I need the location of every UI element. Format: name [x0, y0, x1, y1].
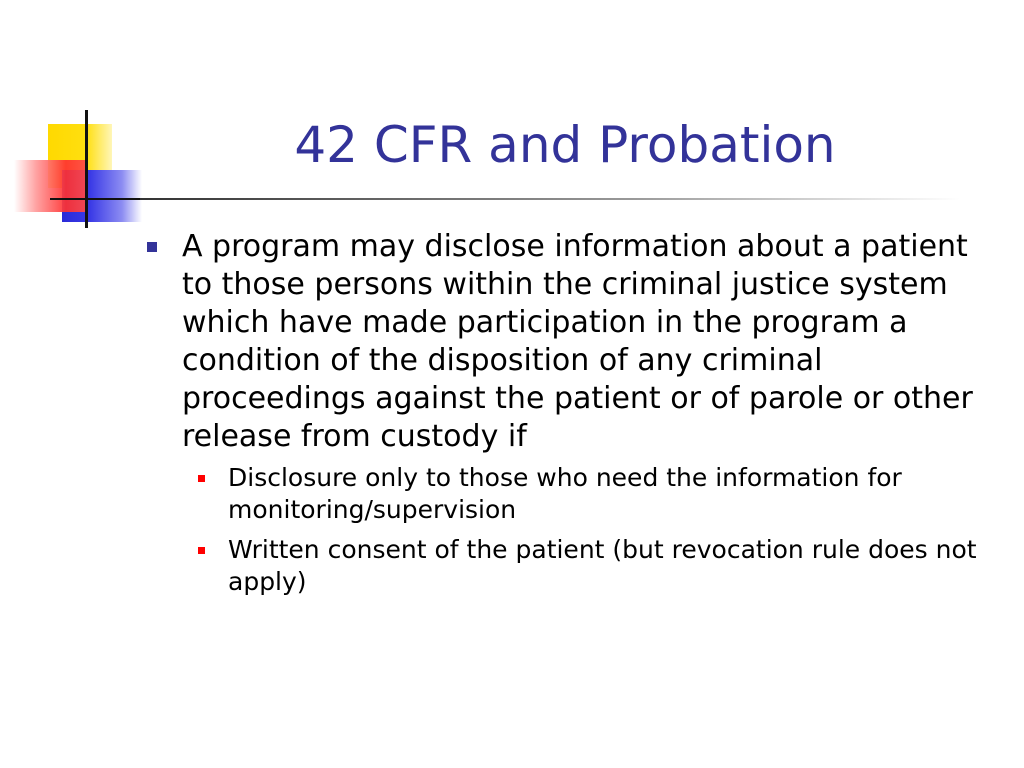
slide-logo — [0, 0, 150, 240]
title-underline — [140, 198, 960, 200]
logo-red-square — [14, 160, 88, 212]
square-bullet-icon — [147, 242, 157, 252]
slide-title: 42 CFR and Probation — [294, 116, 836, 174]
sub-bullet-list — [140, 462, 1000, 598]
logo-horizontal-line — [50, 198, 140, 200]
square-bullet-icon — [198, 475, 205, 482]
logo-vertical-line — [85, 110, 88, 228]
bullet-item — [140, 228, 1000, 456]
sub-bullet-text: Disclosure only to those who need the information for monitoring/supervision — [228, 463, 902, 524]
sub-bullet-item — [140, 462, 1000, 526]
square-bullet-icon — [198, 547, 205, 554]
sub-bullet-text: Written consent of the patient (but revocation rule does not apply) — [228, 535, 977, 596]
bullet-text: A program may disclose information about a patient to those persons within the criminal justice system which have made participation in the program a condition of the disposition of any criminal proceedings against the patient or of parole or other release from custody if — [182, 229, 973, 454]
sub-bullet-item — [140, 534, 1000, 598]
slide-body — [140, 228, 1000, 606]
